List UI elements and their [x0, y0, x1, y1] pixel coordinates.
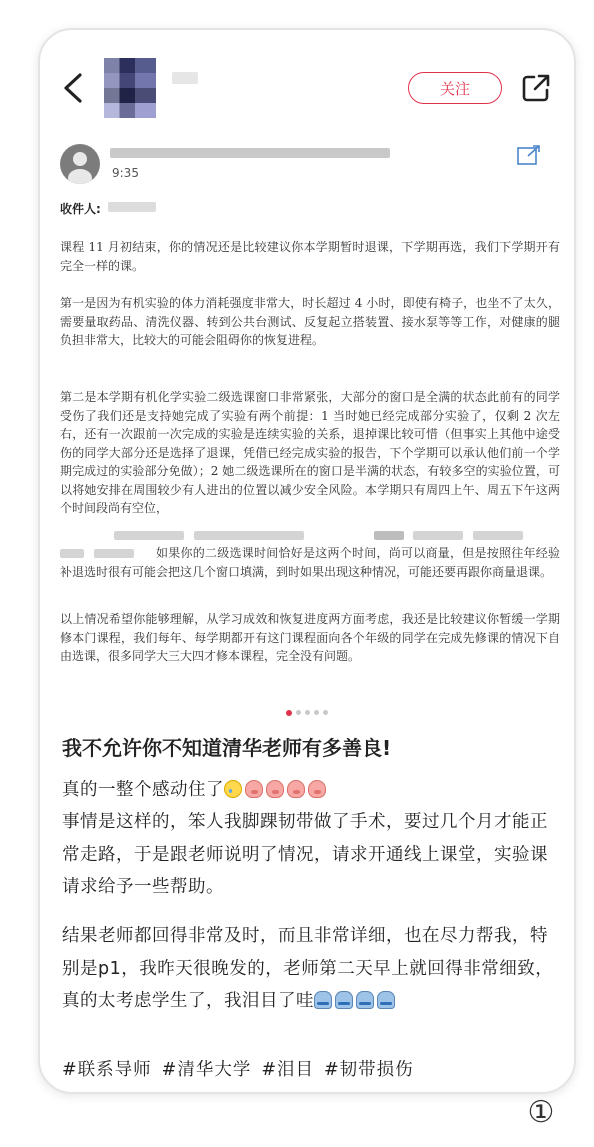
hashtag-link[interactable]: #联系导师	[62, 1060, 152, 1080]
pagination-dot[interactable]	[323, 710, 328, 715]
email-paragraph: 课程 11 月初结束，你的情况还是比较建议你本学期暂时退课，下学期再选，我们下学期开有完全一样的课。	[60, 240, 560, 273]
cry-emoji	[356, 991, 374, 1009]
recipient-redacted	[108, 202, 156, 212]
email-redacted-line	[60, 526, 560, 544]
figure-label: ①	[527, 1095, 555, 1130]
pagination-dot[interactable]	[286, 710, 292, 716]
post-body-3	[62, 920, 558, 1018]
recipient-label: 收件人:	[60, 202, 101, 216]
hashtag-link[interactable]: #韧带损伤	[324, 1060, 414, 1080]
back-icon[interactable]	[60, 72, 86, 104]
top-nav	[40, 30, 574, 142]
hashtag-link[interactable]: #泪目	[261, 1060, 315, 1080]
pig-emoji	[287, 780, 305, 798]
pagination-dot[interactable]	[296, 710, 301, 715]
post-line: 结果老师都回得非常及时，而且非常详细，也在尽力帮我，特别是p1，我昨天很晚发的，老师第二天早上就回得非常细致，真的太考虑学生了，我泪目了哇	[62, 926, 554, 1011]
post-body-2: 事情是这样的，笨人我脚踝韧带做了手术，要过几个月才能正常走路，于是跟老师说明了情况，请求开通线上课堂，实验课请求给予一些帮助。	[62, 812, 548, 897]
email-screenshot	[54, 130, 568, 690]
hashtag-row	[62, 1056, 424, 1081]
hashtag-link[interactable]: #清华大学	[161, 1060, 252, 1080]
pig-emoji	[308, 780, 326, 798]
tear-emoji	[224, 780, 242, 798]
email-paragraph: 以上情况希望你能够理解，从学习成效和恢复进度两方面考虑，我还是比较建议你暂缓一学期修本门课程，我们每年、每学期都开有这门课程面向各个年级的同学在完成先修课的情况下自由选课，很多同学大三大四才修本课程，完全没有问题。	[60, 612, 560, 663]
pagination-dot[interactable]	[305, 710, 310, 715]
share-icon[interactable]	[520, 72, 552, 104]
pig-emoji	[245, 780, 263, 798]
phone-frame	[38, 28, 576, 1094]
email-time: 9:35	[112, 166, 139, 180]
cry-emoji	[314, 991, 332, 1009]
person-icon	[60, 144, 100, 184]
post-line: 真的一整个感动住了	[62, 780, 224, 800]
sender-avatar	[60, 144, 100, 184]
follow-button[interactable]: 关注	[408, 72, 502, 104]
cry-emoji	[377, 991, 395, 1009]
email-paragraph: 如果你的二级选课时间恰好是这两个时间，尚可以商量，但是按照往年经验补退选时很有可能会把这几个窗口填满，到时如果出现这种情况，可能还要再跟你商量退课。	[60, 546, 560, 579]
pagination-dots	[40, 702, 574, 712]
sender-address-redacted	[110, 148, 390, 158]
post-body-1	[62, 774, 558, 807]
cry-emoji	[335, 991, 353, 1009]
author-avatar[interactable]	[104, 58, 156, 118]
email-paragraph: 第一是因为有机实验的体力消耗强度非常大，时长超过 4 小时，即使有椅子，也坐不了太久，需要量取药品、清洗仪器、转到公共台测试、反复起立搭装置、接水泵等等工作，对健康的腿负担非常大，比较大的可能会阻碍你的恢复进程。	[60, 296, 560, 347]
author-name-redacted[interactable]	[172, 72, 198, 84]
email-paragraph: 第二是本学期有机化学实验二级选课窗口非常紧张，大部分的窗口是全满的状态此前有的同学受伤了我们还是支持她完成了实验有两个前提：1 当时她已经完成部分实验了，仅剩 2 次左右，还有一次跟前一次完成的实验是连续实验的关系，退掉课比较可惜（但事实上其他中途受伤的同学大部分还是选择了退课，凭借已经完成实验的报告，下个学期可以承认他们前一个学期完成过的实验部分免做）；2 她二级选课所在的窗口是半满的状态，有较多空的实验位置，可以将她安排在周围较少有人进出的位置以减少安全风险。本学期只有周四上午、周五下午这两个时间段尚有空位，	[60, 390, 560, 515]
post-title: 我不允许你不知道清华老师有多善良!	[62, 736, 392, 760]
pagination-dot[interactable]	[314, 710, 319, 715]
pig-emoji	[266, 780, 284, 798]
edit-icon[interactable]	[516, 144, 542, 166]
